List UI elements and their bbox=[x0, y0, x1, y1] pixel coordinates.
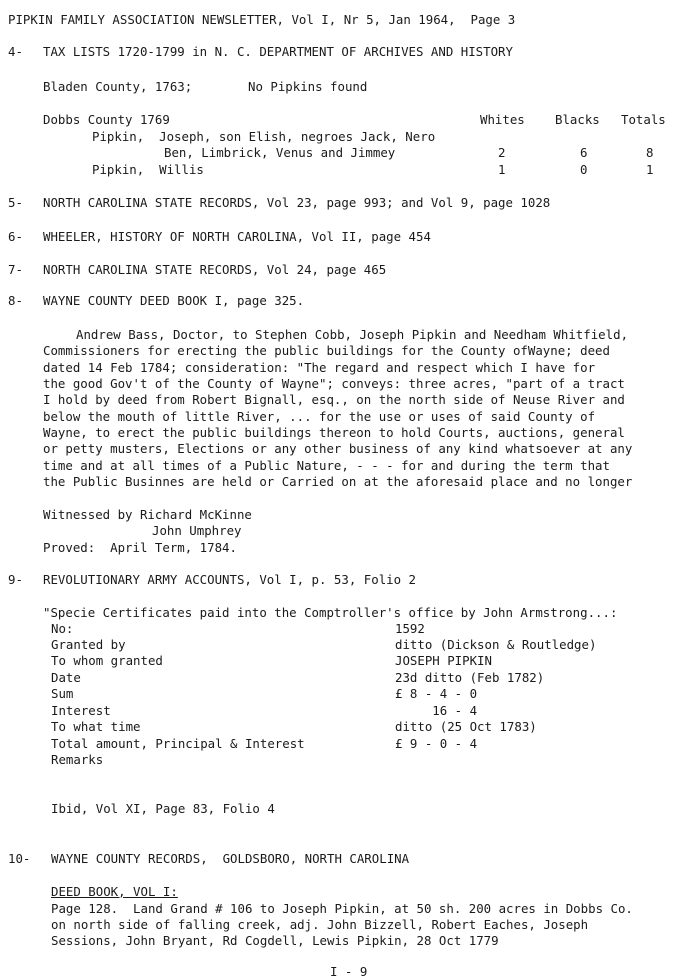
item-title: WAYNE COUNTY DEED BOOK I, page 325. bbox=[43, 293, 305, 308]
item-number: 8- bbox=[8, 293, 23, 308]
cert-value: ditto (Dickson & Routledge) bbox=[395, 637, 597, 652]
dobbs-county: Dobbs County 1769 bbox=[43, 112, 170, 127]
item-title: WAYNE COUNTY RECORDS, GOLDSBORO, NORTH CAROLINA bbox=[51, 851, 410, 866]
cert-value: 1592 bbox=[395, 621, 425, 636]
tax-row-1-whites: 2 bbox=[498, 145, 506, 160]
deed-line: Wayne, to erect the public buildings thereon to hold Courts, auctions, general bbox=[43, 425, 625, 440]
deed-line: the Public Businnes are held or Carried on at the aforesaid place and no longer bbox=[43, 474, 633, 489]
item-number: 5- bbox=[8, 195, 23, 210]
tax-row-1-totals: 8 bbox=[646, 145, 654, 160]
deed-line: Commissioners for erecting the public buildings for the County ofWayne; deed bbox=[43, 343, 610, 358]
certificates-intro: "Specie Certificates paid into the Comptroller's office by John Armstrong...: bbox=[43, 605, 618, 620]
tax-row-2-totals: 1 bbox=[646, 162, 654, 177]
item-number: 9- bbox=[8, 572, 23, 587]
grant-line: Page 128. Land Grand # 106 to Joseph Pipkin, at 50 sh. 200 acres in Dobbs Co. bbox=[51, 901, 633, 916]
grant-line: Sessions, John Bryant, Rd Cogdell, Lewis Pipkin, 28 Oct 1779 bbox=[51, 933, 499, 948]
col-header-blacks: Blacks bbox=[555, 112, 600, 127]
cert-label: Date bbox=[51, 670, 81, 685]
ibid-reference: Ibid, Vol XI, Page 83, Folio 4 bbox=[51, 801, 275, 816]
deed-line: or petty musters, Elections or any other business of any kind whatsoever at any bbox=[43, 441, 633, 456]
cert-label: Remarks bbox=[51, 752, 104, 767]
newsletter-header: PIPKIN FAMILY ASSOCIATION NEWSLETTER, Vol I, Nr 5, Jan 1964, Page 3 bbox=[8, 12, 516, 27]
deed-line: time and at all times of a Public Nature, - - - for and during the term that bbox=[43, 458, 610, 473]
cert-value: 16 - 4 bbox=[395, 703, 478, 718]
tax-row-2: Pipkin, Willis bbox=[92, 162, 204, 177]
cert-label: No: bbox=[51, 621, 74, 636]
item-title: REVOLUTIONARY ARMY ACCOUNTS, Vol I, p. 53, Folio 2 bbox=[43, 572, 416, 587]
cert-label: Interest bbox=[51, 703, 111, 718]
tax-row-2-blacks: 0 bbox=[580, 162, 588, 177]
grant-line: on north side of falling creek, adj. John Bizzell, Robert Eaches, Joseph bbox=[51, 917, 589, 932]
deed-line: dated 14 Feb 1784; consideration: "The regard and respect which I have for bbox=[43, 360, 596, 375]
tax-row-2-whites: 1 bbox=[498, 162, 506, 177]
bladen-county: Bladen County, 1763; bbox=[43, 79, 193, 94]
cert-label: Granted by bbox=[51, 637, 126, 652]
item-title: NORTH CAROLINA STATE RECORDS, Vol 24, page 465 bbox=[43, 262, 387, 277]
deed-book-subhead: DEED BOOK, VOL I: bbox=[51, 884, 178, 899]
tax-row-1-line-2: Ben, Limbrick, Venus and Jimmey bbox=[164, 145, 396, 160]
cert-value: £ 9 - 0 - 4 bbox=[395, 736, 478, 751]
cert-value: JOSEPH PIPKIN bbox=[395, 653, 492, 668]
item-number: 6- bbox=[8, 229, 23, 244]
second-witness: John Umphrey bbox=[152, 523, 242, 538]
item-number: 7- bbox=[8, 262, 23, 277]
item-title: NORTH CAROLINA STATE RECORDS, Vol 23, page 993; and Vol 9, page 1028 bbox=[43, 195, 551, 210]
item-title: TAX LISTS 1720-1799 in N. C. DEPARTMENT OF ARCHIVES AND HISTORY bbox=[43, 44, 513, 59]
page-footer: I - 9 bbox=[330, 964, 368, 979]
tax-row-1-blacks: 6 bbox=[580, 145, 588, 160]
item-number: 10- bbox=[8, 851, 31, 866]
proved-line: Proved: April Term, 1784. bbox=[43, 540, 237, 555]
cert-value: 23d ditto (Feb 1782) bbox=[395, 670, 545, 685]
cert-label: To whom granted bbox=[51, 653, 163, 668]
item-number: 4- bbox=[8, 44, 23, 59]
item-title: WHEELER, HISTORY OF NORTH CAROLINA, Vol II, page 454 bbox=[43, 229, 431, 244]
bladen-note: No Pipkins found bbox=[248, 79, 368, 94]
deed-line: the good Gov't of the County of Wayne"; conveys: three acres, "part of a tract bbox=[43, 376, 625, 391]
deed-line: Andrew Bass, Doctor, to Stephen Cobb, Joseph Pipkin and Needham Whitfield, bbox=[76, 327, 629, 342]
cert-value: £ 8 - 4 - 0 bbox=[395, 686, 478, 701]
deed-line: below the mouth of little River, ... for the use or uses of said County of bbox=[43, 409, 596, 424]
deed-line: I hold by deed from Robert Bignall, esq., on the north side of Neuse River and bbox=[43, 392, 625, 407]
cert-value: ditto (25 Oct 1783) bbox=[395, 719, 537, 734]
witnessed-by: Witnessed by Richard McKinne bbox=[43, 507, 252, 522]
col-header-totals: Totals bbox=[621, 112, 666, 127]
col-header-whites: Whites bbox=[480, 112, 525, 127]
cert-label: To what time bbox=[51, 719, 141, 734]
tax-row-1-line-1: Pipkin, Joseph, son Elish, negroes Jack, Nero bbox=[92, 129, 436, 144]
cert-label: Total amount, Principal & Interest bbox=[51, 736, 305, 751]
cert-label: Sum bbox=[51, 686, 74, 701]
